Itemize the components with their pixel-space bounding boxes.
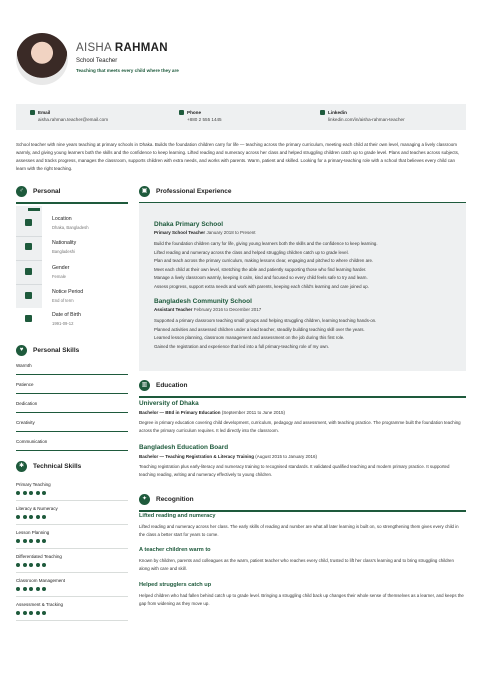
rating-dot [29, 539, 33, 543]
skill-rating [16, 563, 49, 567]
rating-dot [36, 515, 40, 519]
job-bullet: Plan and teach across the primary curriculum, making lessons clear, engaging and pitched to where children are. [154, 258, 374, 264]
rating-dot [16, 491, 20, 495]
email-value[interactable]: aisha.rahman.teacher@email.com [38, 117, 109, 122]
job-bullet: Planned activities and assessed children under a lead teacher, steadily building teaching skill over the years. [154, 326, 365, 332]
envelope-icon [30, 110, 35, 115]
education-entry [139, 444, 464, 480]
job-bullet: Build the foundation children carry for life, giving young learners both the skills and the confidence to keep learning. [154, 241, 378, 246]
role-title: Primary School Teacher [154, 230, 206, 235]
skill-name: Differentiated Teaching [16, 554, 62, 559]
skill-name: Assessment & Tracking [16, 602, 64, 607]
degree-name: Bachelor — BEd in Primary Education [139, 410, 221, 415]
education-entry [139, 400, 464, 436]
first-name: AISHA [76, 42, 112, 54]
separator [16, 500, 128, 501]
rating-dot [16, 515, 20, 519]
skill-rating [16, 611, 49, 615]
degree-line [139, 410, 464, 415]
rating-dot [23, 611, 27, 615]
rating-dot [29, 515, 33, 519]
skill-rating [16, 539, 49, 543]
personal-skill [16, 363, 128, 379]
job-title: School Teacher [76, 58, 118, 64]
contact-email [30, 110, 108, 122]
contact-bar [16, 104, 466, 130]
experience-entry [154, 221, 454, 292]
email-label: Email [38, 110, 51, 115]
employer-name: Bangladesh Community School [154, 298, 252, 305]
role-dates: January 2018 to Present [206, 230, 256, 235]
personal-skills-title: Personal Skills [33, 347, 80, 354]
rating-dot [23, 587, 27, 591]
recognition-entry [139, 582, 464, 609]
person-icon [25, 268, 32, 275]
personal-label: Notice Period [52, 289, 84, 295]
skill-name: Lesson Planning [16, 530, 50, 535]
last-name: RAHMAN [114, 42, 168, 54]
personal-item-location [16, 212, 131, 236]
personal-value: Female [52, 274, 66, 279]
personal-title: Personal [33, 188, 61, 195]
technical-skill [16, 602, 128, 626]
rating-dot [16, 563, 20, 567]
rating-dot [42, 491, 46, 495]
job-bullets [154, 240, 454, 292]
rating-dot [29, 563, 33, 567]
rating-dot [23, 491, 27, 495]
briefcase-icon: ▣ [139, 186, 150, 197]
degree-line [139, 454, 464, 459]
rating-dot [42, 611, 46, 615]
job-bullets [154, 317, 454, 351]
rating-dot [36, 587, 40, 591]
personal-value: End of term [52, 298, 74, 303]
personal-skills-heading [16, 345, 79, 356]
technical-skills-heading [16, 461, 81, 472]
recognition-item-description: Helped children who had fallen behind catch up to grade level. Bringing a struggling child back up changes their whole sense of themselves as a learner, and keeps the gap from widening as they move up. [139, 593, 464, 607]
recognition-item-title: Lifted reading and numeracy [139, 513, 216, 519]
award-icon: ✦ [139, 494, 150, 505]
institution-name: University of Dhaka [139, 400, 199, 407]
employer-name: Dhaka Primary School [154, 221, 223, 228]
degree-dates: (August 2015 to January 2016) [255, 454, 318, 459]
skill-name: Warmth [16, 363, 32, 368]
skill-bar [16, 450, 128, 451]
contact-phone [179, 110, 222, 122]
job-bullet: Supported a primary classroom teaching small groups and helping struggling children, learning teaching hands-on. [154, 318, 377, 323]
linkedin-label: Linkedin [328, 110, 347, 115]
personal-skill [16, 420, 128, 436]
education-divider [139, 396, 466, 398]
rating-dot [29, 587, 33, 591]
linkedin-icon [320, 110, 325, 115]
personal-label: Date of Birth [52, 312, 81, 318]
contact-linkedin [320, 110, 405, 122]
building-icon: ▥ [139, 380, 150, 391]
recognition-item-description: Known by children, parents and colleagues as the warm, patient teacher who reaches every child, trusted to lift her class's learning and to bring struggling children along with care and skill. [139, 558, 454, 572]
skill-rating [16, 491, 49, 495]
flag-icon [25, 243, 32, 250]
personal-tab [28, 208, 40, 211]
degree-description: Teaching registration plus early-literacy and numeracy training to recognised standards. It validated qualified teaching and modern primary practice. It supported teaching reading, writing and numeracy effectively to young children. [139, 464, 450, 478]
personal-heading [16, 186, 60, 197]
skill-name: Communication [16, 439, 48, 444]
role-dates: February 2016 to December 2017 [193, 307, 262, 312]
summary: School teacher with nine years teaching at primary schools in Dhaka. Builds the foundation children carry for life — teaching across the primary curriculum, meeting each child at their own level, managing a lively classroom warmly, and giving young learners both the skills and the confidence to keep learning. Lifted reading and numeracy across her class and helped struggling children catch up to grade level. Plans and teaches across subjects, assesses and tracks progress, manages the classroom, supports children with extra needs, and works with parents. Warm, patient and skilled. Looking for a primary-teaching role with a school that believes every child can learn with the right teaching. [16, 142, 460, 171]
job-bullet: Meet each child at their own level, stretching the able and patiently supporting those who find learning harder. [154, 266, 367, 272]
recognition-heading [139, 494, 194, 505]
recognition-item-title: Helped strugglers catch up [139, 582, 212, 588]
recognition-item-description: Lifted reading and numeracy across her class. The early skills of reading and number are what all later learning is built on, so strengthening them gives every child in the class a better start for years to come. [139, 524, 459, 538]
technical-skill [16, 482, 128, 506]
separator [16, 524, 128, 525]
technical-skill [16, 578, 128, 602]
recognition-title: Recognition [156, 496, 194, 503]
job-bullet: Gained the registration and experience that led into a full primary-teaching role of my own. [154, 343, 329, 349]
personal-item-nationality [16, 236, 131, 260]
tagline: Teaching that meets every child where they are [76, 68, 179, 73]
rating-dot [23, 515, 27, 519]
skill-name: Literacy & Numeracy [16, 506, 58, 511]
personal-value: Bangladeshi [52, 249, 76, 254]
candidate-name [76, 42, 168, 54]
degree-description: Degree in primary education covering child development, curriculum, pedagogy and assessment, with teaching practice. The programme built the foundation teaching across the primary curriculum requires. It led directly into the classroom. [139, 420, 461, 434]
skill-name: Creativity [16, 420, 35, 425]
experience-entry [154, 298, 454, 351]
personal-skill [16, 439, 128, 455]
rating-dot [42, 539, 46, 543]
recognition-item-title: A teacher children warm to [139, 547, 211, 553]
job-bullet: Manage a lively classroom warmly, keeping it calm, kind and focused so every child feels safe to try and learn. [154, 275, 368, 281]
recognition-entry [139, 547, 464, 574]
rating-dot [29, 491, 33, 495]
institution-name: Bangladesh Education Board [139, 444, 229, 451]
personal-label: Nationality [52, 240, 77, 246]
rating-dot [16, 587, 20, 591]
personal-value: 1991-09-12 [52, 321, 74, 326]
degree-dates: (September 2011 to June 2015) [221, 410, 286, 415]
rating-dot [36, 563, 40, 567]
recognition-entry [139, 513, 464, 540]
personal-item-gender [16, 261, 131, 285]
rating-dot [36, 539, 40, 543]
skill-bar [16, 393, 128, 394]
technical-skill [16, 530, 128, 554]
rating-dot [36, 611, 40, 615]
hourglass-icon [25, 292, 32, 299]
lightbulb-icon: ✱ [16, 461, 27, 472]
technical-skill [16, 554, 128, 578]
gender-icon: ♂ [16, 186, 27, 197]
linkedin-value[interactable]: linkedin.com/in/aisha-rahman-teacher [328, 117, 405, 122]
rating-dot [23, 563, 27, 567]
avatar [16, 33, 68, 85]
role-title: Assistant Teacher [154, 307, 193, 312]
job-bullet: Lifted reading and numeracy across the class and helped struggling children catch up to grade level. [154, 249, 349, 255]
experience-heading [139, 186, 232, 197]
rating-dot [23, 539, 27, 543]
separator [16, 572, 128, 573]
rating-dot [42, 515, 46, 519]
heart-icon: ♥ [16, 345, 27, 356]
experience-title: Professional Experience [156, 188, 232, 195]
skill-name: Dedication [16, 401, 38, 406]
phone-value[interactable]: +880 2 555 1445 [187, 117, 222, 122]
education-heading [139, 380, 187, 391]
rating-dot [42, 587, 46, 591]
skill-name: Primary Teaching [16, 482, 51, 487]
resume-header [16, 33, 466, 88]
skill-bar [16, 374, 128, 375]
skill-bar [16, 412, 128, 413]
rating-dot [29, 611, 33, 615]
personal-label: Location [52, 216, 72, 222]
skill-rating [16, 587, 49, 591]
rating-dot [36, 491, 40, 495]
personal-label: Gender [52, 265, 70, 271]
degree-name: Bachelor — Teaching Registration & Literacy Training [139, 454, 254, 459]
personal-value: Dhaka, Bangladesh [52, 225, 89, 230]
job-role [154, 230, 454, 235]
recognition-divider [139, 510, 466, 512]
phone-icon [179, 110, 184, 115]
rating-dot [16, 611, 20, 615]
phone-label: Phone [187, 110, 202, 115]
skill-rating [16, 515, 49, 519]
technical-skills-title: Technical Skills [33, 463, 82, 470]
personal-divider [16, 202, 128, 204]
education-title: Education [156, 382, 188, 389]
rating-dot [42, 563, 46, 567]
job-role [154, 307, 454, 312]
job-bullet: Assess progress, support extra needs and work with parents, keeping each child's learning and care joined up. [154, 283, 369, 289]
skill-name: Classroom Management [16, 578, 66, 583]
technical-skill [16, 506, 128, 530]
personal-item-dob [16, 308, 131, 332]
personal-skill [16, 382, 128, 398]
personal-skill [16, 401, 128, 417]
skill-name: Patience [16, 382, 34, 387]
skill-bar [16, 431, 128, 432]
location-pin-icon [25, 219, 32, 226]
job-bullet: Learned lesson planning, classroom management and assessment on the job during this first role. [154, 335, 345, 341]
separator [16, 548, 128, 549]
rating-dot [16, 539, 20, 543]
calendar-icon [25, 315, 32, 322]
separator [16, 596, 128, 597]
personal-item-notice [16, 285, 131, 309]
separator [16, 620, 128, 621]
